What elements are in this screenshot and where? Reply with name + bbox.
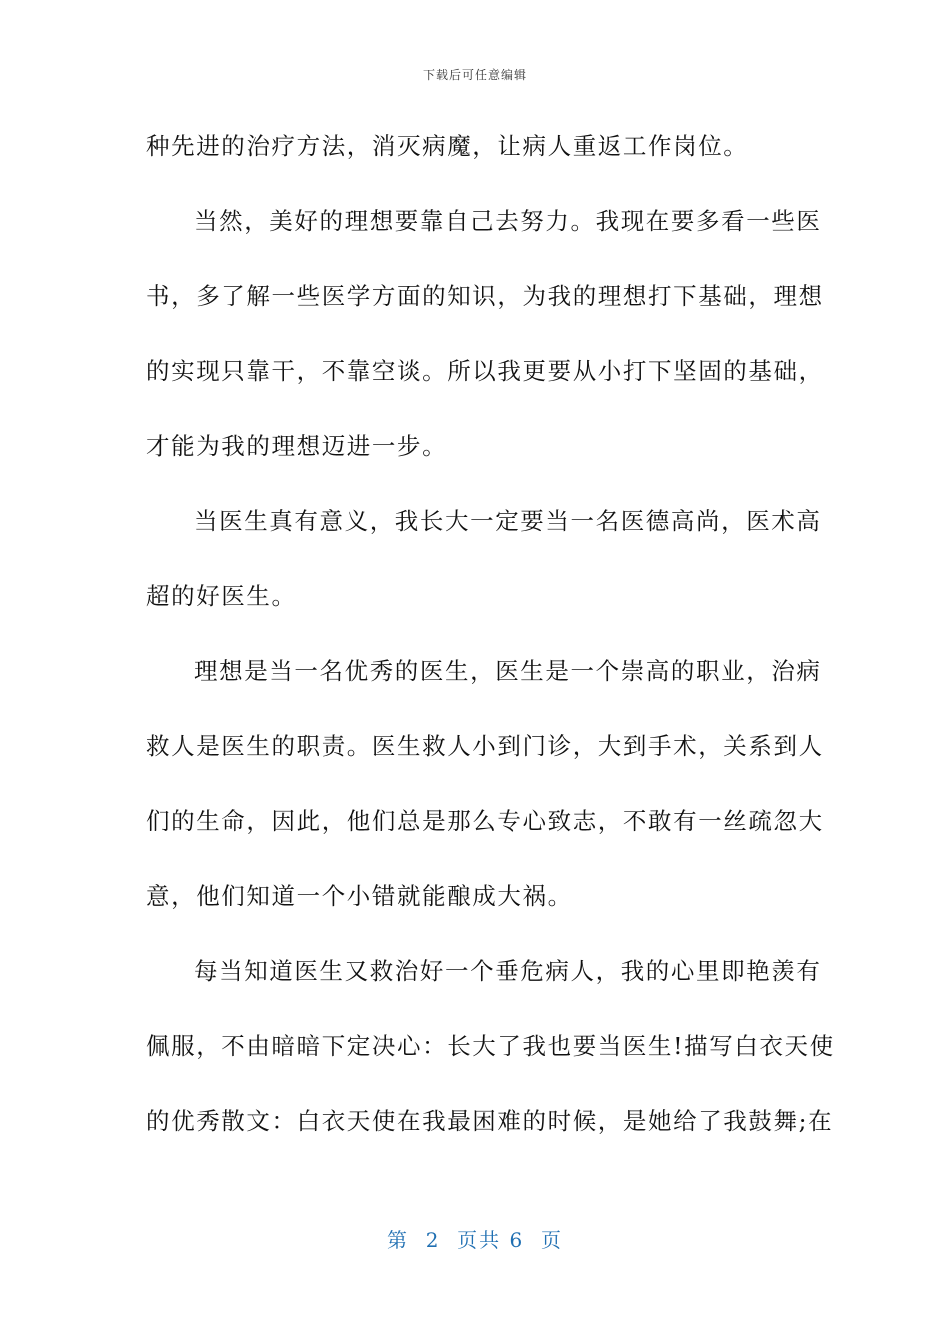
text-line: 才能为我的理想迈进一步。	[146, 432, 448, 460]
text-line: 的优秀散文：白衣天使在我最困难的时候，是她给了我鼓舞;在	[146, 1107, 834, 1135]
text-line: 每当知道医生又救治好一个垂危病人，我的心里即艳羡有	[194, 957, 822, 985]
document-body	[146, 122, 835, 1172]
text-line: 种先进的治疗方法，消灭病魔，让病人重返工作岗位。	[146, 132, 749, 160]
page-header: 下载后可任意编辑	[422, 68, 527, 82]
text-line: 超的好医生。	[146, 582, 297, 610]
text-line: 当然，美好的理想要靠自己去努力。我现在要多看一些医	[194, 207, 822, 235]
text-line: 救人是医生的职责。医生救人小到门诊，大到手术，关系到人	[146, 732, 824, 760]
page-footer	[0, 1224, 950, 1253]
text-line: 当医生真有意义，我长大一定要当一名医德高尚，医术高	[194, 507, 822, 535]
text-line: 佩服，不由暗暗下定决心：长大了我也要当医生!描写白衣天使	[146, 1032, 835, 1060]
text-line: 理想是当一名优秀的医生，医生是一个崇高的职业，治病	[194, 657, 822, 685]
text-line: 书，多了解一些医学方面的知识，为我的理想打下基础，理想	[146, 282, 824, 310]
text-line: 们的生命，因此，他们总是那么专心致志，不敢有一丝疏忽大	[146, 807, 824, 835]
page-number: 第 2 页共 6 页	[387, 1228, 563, 1252]
text-line: 的实现只靠干，不靠空谈。所以我更要从小打下坚固的基础，	[146, 357, 824, 385]
text-line: 意，他们知道一个小错就能酿成大祸。	[146, 882, 573, 910]
